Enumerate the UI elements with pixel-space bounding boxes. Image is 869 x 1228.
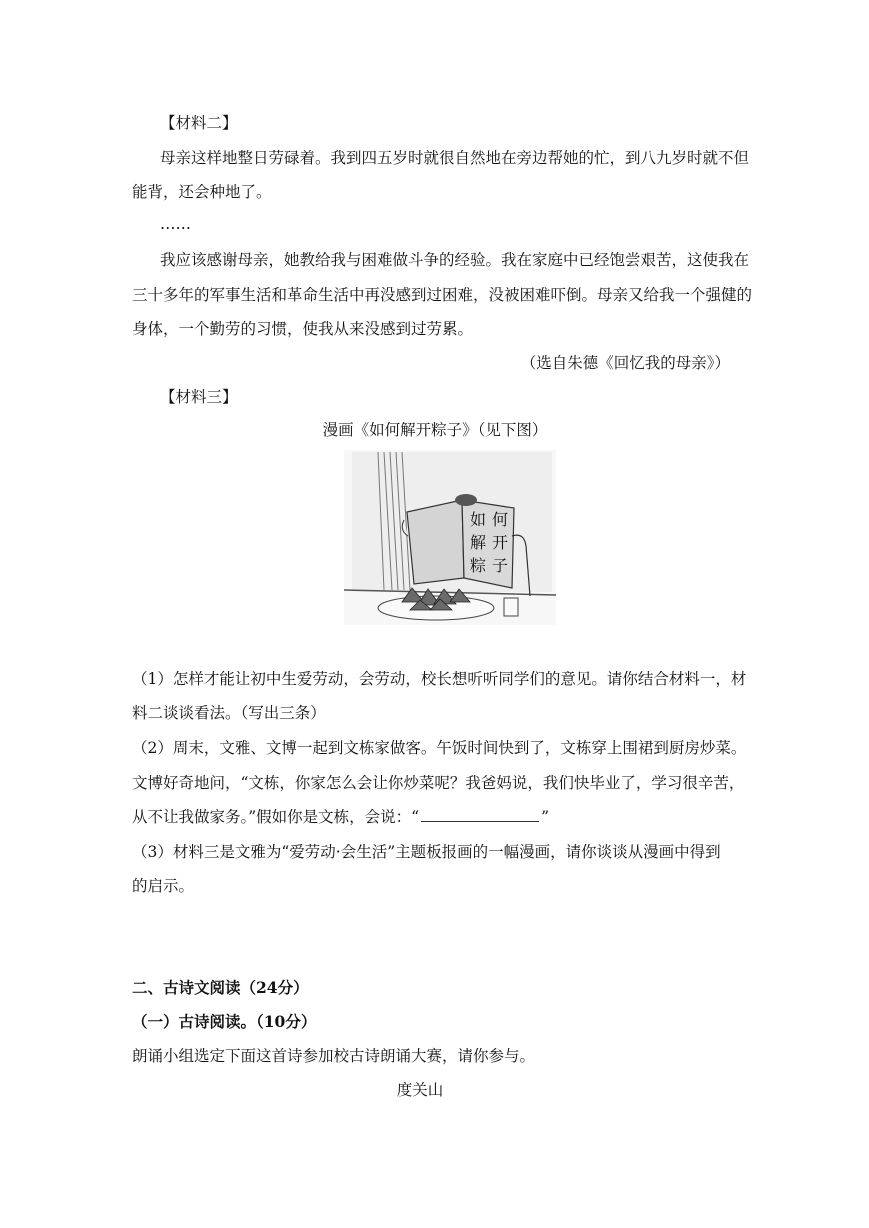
comic-book-char-2: 何 [492, 510, 509, 529]
comic-book-char-3: 解 [470, 533, 487, 552]
material2-paragraph2-line3: 身体，一个勤劳的习惯，使我从来没感到过劳累。 [132, 320, 474, 338]
material2-paragraph2-line2: 三十多年的军事生活和革命生活中再没感到过困难，没被困难吓倒。母亲又给我一个强健的 [132, 286, 753, 304]
comic-caption: 漫画《如何解开粽子》（见下图） [322, 421, 548, 439]
comic-book-char-5: 粽 [470, 556, 487, 575]
question-2-line2: 文博好奇地问，“文栋，你家怎么会让你炒菜呢？我爸妈说，我们快毕业了，学习很辛苦， [132, 774, 745, 792]
material3-heading: 【材料三】 [160, 388, 238, 406]
material2-heading: 【材料二】 [160, 114, 238, 132]
comic-book-char-4: 开 [492, 533, 509, 552]
question-2-line1: （2）周末，文雅、文博一起到文栋家做客。午饭时间快到了，文栋穿上围裙到厨房炒菜。 [132, 739, 747, 757]
comic-book-char-1: 如 [470, 510, 487, 529]
source-citation: （选自朱德《回忆我的母亲》） [520, 354, 730, 372]
question-2-line3 [132, 807, 742, 827]
ellipsis: …… [160, 215, 191, 233]
question-3-line1: （3）材料三是文雅为“爱劳动·会生活”主题板报画的一幅漫画，请你谈谈从漫画中得到 [132, 843, 721, 861]
section2-subheading: （一）古诗阅读。（10分） [132, 1012, 317, 1031]
comic-image [344, 450, 556, 625]
question-2-line3-text: 从不让我做家务。”假如你是文栋，会说：“ [132, 808, 420, 826]
section2-intro: 朗诵小组选定下面这首诗参加校古诗朗诵大赛，请你参与。 [132, 1047, 536, 1065]
material2-paragraph1-line2: 能背，还会种地了。 [132, 183, 272, 201]
comic-book-char-6: 子 [492, 556, 509, 575]
question-3-line2: 的启示。 [132, 877, 195, 895]
poem-title: 度关山 [396, 1081, 444, 1099]
material2-paragraph1-line1: 母亲这样地整日劳碌着。我到四五岁时就很自然地在旁边帮她的忙，到八九岁时就不但 [160, 149, 750, 167]
question-1-line1: （1）怎样才能让初中生爱劳动，会劳动，校长想听听同学们的意见。请你结合材料一，材 [132, 670, 747, 688]
material2-paragraph2-line1: 我应该感谢母亲，她教给我与困难做斗争的经验。我在家庭中已经饱尝艰苦，这使我在 [160, 251, 750, 269]
section2-heading: 二、古诗文阅读（24分） [132, 978, 309, 997]
question-1-line2: 料二谈谈看法。（写出三条） [132, 704, 326, 722]
question-2-closing-quote: ” [541, 808, 550, 826]
answer-blank[interactable] [421, 807, 539, 822]
